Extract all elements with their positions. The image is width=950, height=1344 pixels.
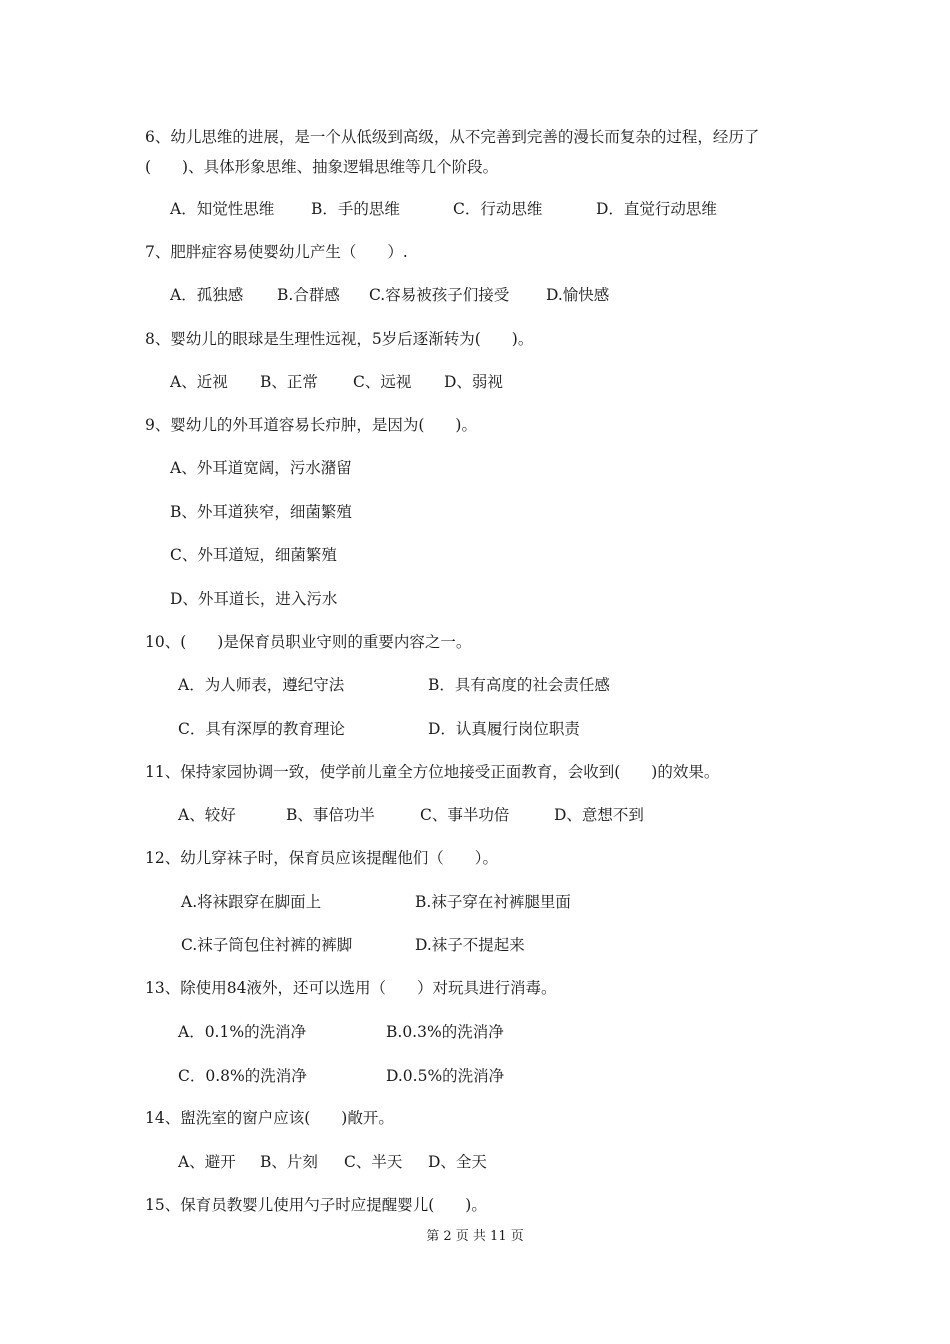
question-6-stem-line-1: 6、幼儿思维的进展，是一个从低级到高级，从不完善到完善的漫长而复杂的过程，经历了 bbox=[145, 128, 760, 146]
question-9-stem: 9、婴幼儿的外耳道容易长疖肿，是因为( )。 bbox=[145, 416, 477, 434]
question-14-option-b: B、片刻 bbox=[260, 1153, 318, 1171]
question-13-option-a: A．0.1%的洗消净 bbox=[178, 1023, 307, 1041]
question-11-option-a: A、较好 bbox=[178, 806, 236, 824]
question-8-option-c: C、远视 bbox=[353, 373, 412, 391]
question-8-option-d: D、弱视 bbox=[444, 373, 503, 391]
question-10-option-c: C．具有深厚的教育理论 bbox=[178, 720, 345, 738]
question-12-stem: 12、幼儿穿袜子时，保育员应该提醒他们（ ）。 bbox=[145, 849, 498, 867]
question-11-stem: 11、保持家园协调一致，使学前儿童全方位地接受正面教育，会收到( )的效果。 bbox=[145, 763, 720, 781]
question-14-option-a: A、避开 bbox=[178, 1153, 236, 1171]
question-12-option-c: C.袜子筒包住衬裤的裤脚 bbox=[181, 936, 353, 954]
question-8-option-a: A、近视 bbox=[170, 373, 228, 391]
question-7-option-c: C.容易被孩子们接受 bbox=[369, 286, 510, 304]
question-9-option-c: C、外耳道短，细菌繁殖 bbox=[170, 546, 337, 564]
question-6-option-c: C．行动思维 bbox=[453, 200, 543, 218]
question-9-option-d: D、外耳道长，进入污水 bbox=[170, 590, 338, 608]
question-10-option-a: A．为人师表，遵纪守法 bbox=[178, 676, 345, 694]
question-14-stem: 14、盥洗室的窗户应该( )敞开。 bbox=[145, 1109, 394, 1127]
question-6-stem-line-2: ( )、具体形象思维、抽象逻辑思维等几个阶段。 bbox=[145, 158, 499, 176]
question-7-option-a: A．孤独感 bbox=[170, 286, 244, 304]
question-12-option-d: D.袜子不提起来 bbox=[415, 936, 525, 954]
question-8-option-b: B、正常 bbox=[260, 373, 318, 391]
question-11-option-d: D、意想不到 bbox=[554, 806, 644, 824]
question-10-option-d: D．认真履行岗位职责 bbox=[428, 720, 580, 738]
question-12-option-a: A.将袜跟穿在脚面上 bbox=[181, 893, 322, 911]
question-10-stem: 10、( )是保育员职业守则的重要内容之一。 bbox=[145, 633, 472, 651]
question-14-option-c: C、半天 bbox=[344, 1153, 403, 1171]
question-9-option-a: A、外耳道宽阔，污水潴留 bbox=[170, 459, 352, 477]
question-14-option-d: D、全天 bbox=[428, 1153, 487, 1171]
question-13-option-b: B.0.3%的洗消净 bbox=[386, 1023, 504, 1041]
question-13-option-d: D.0.5%的洗消净 bbox=[386, 1067, 505, 1085]
question-7-option-b: B.合群感 bbox=[277, 286, 340, 304]
question-7-option-d: D.愉快感 bbox=[546, 286, 610, 304]
question-11-option-c: C、事半功倍 bbox=[420, 806, 510, 824]
question-6-option-d: D．直觉行动思维 bbox=[596, 200, 717, 218]
page-number-footer: 第 2 页 共 11 页 bbox=[426, 1229, 524, 1244]
question-6-option-b: B．手的思维 bbox=[311, 200, 400, 218]
question-8-stem: 8、婴幼儿的眼球是生理性远视，5岁后逐渐转为( )。 bbox=[145, 330, 534, 348]
question-11-option-b: B、事倍功半 bbox=[286, 806, 375, 824]
question-12-option-b: B.袜子穿在衬裤腿里面 bbox=[415, 893, 571, 911]
question-13-stem: 13、除使用84液外，还可以选用（ ）对玩具进行消毒。 bbox=[145, 979, 557, 997]
question-9-option-b: B、外耳道狭窄，细菌繁殖 bbox=[170, 503, 352, 521]
question-6-option-a: A．知觉性思维 bbox=[170, 200, 275, 218]
question-13-option-c: C．0.8%的洗消净 bbox=[178, 1067, 307, 1085]
question-15-stem: 15、保育员教婴儿使用勺子时应提醒婴儿( )。 bbox=[145, 1196, 487, 1214]
question-10-option-b: B．具有高度的社会责任感 bbox=[428, 676, 610, 694]
question-7-stem: 7、肥胖症容易使婴幼儿产生（ ）. bbox=[145, 243, 408, 261]
